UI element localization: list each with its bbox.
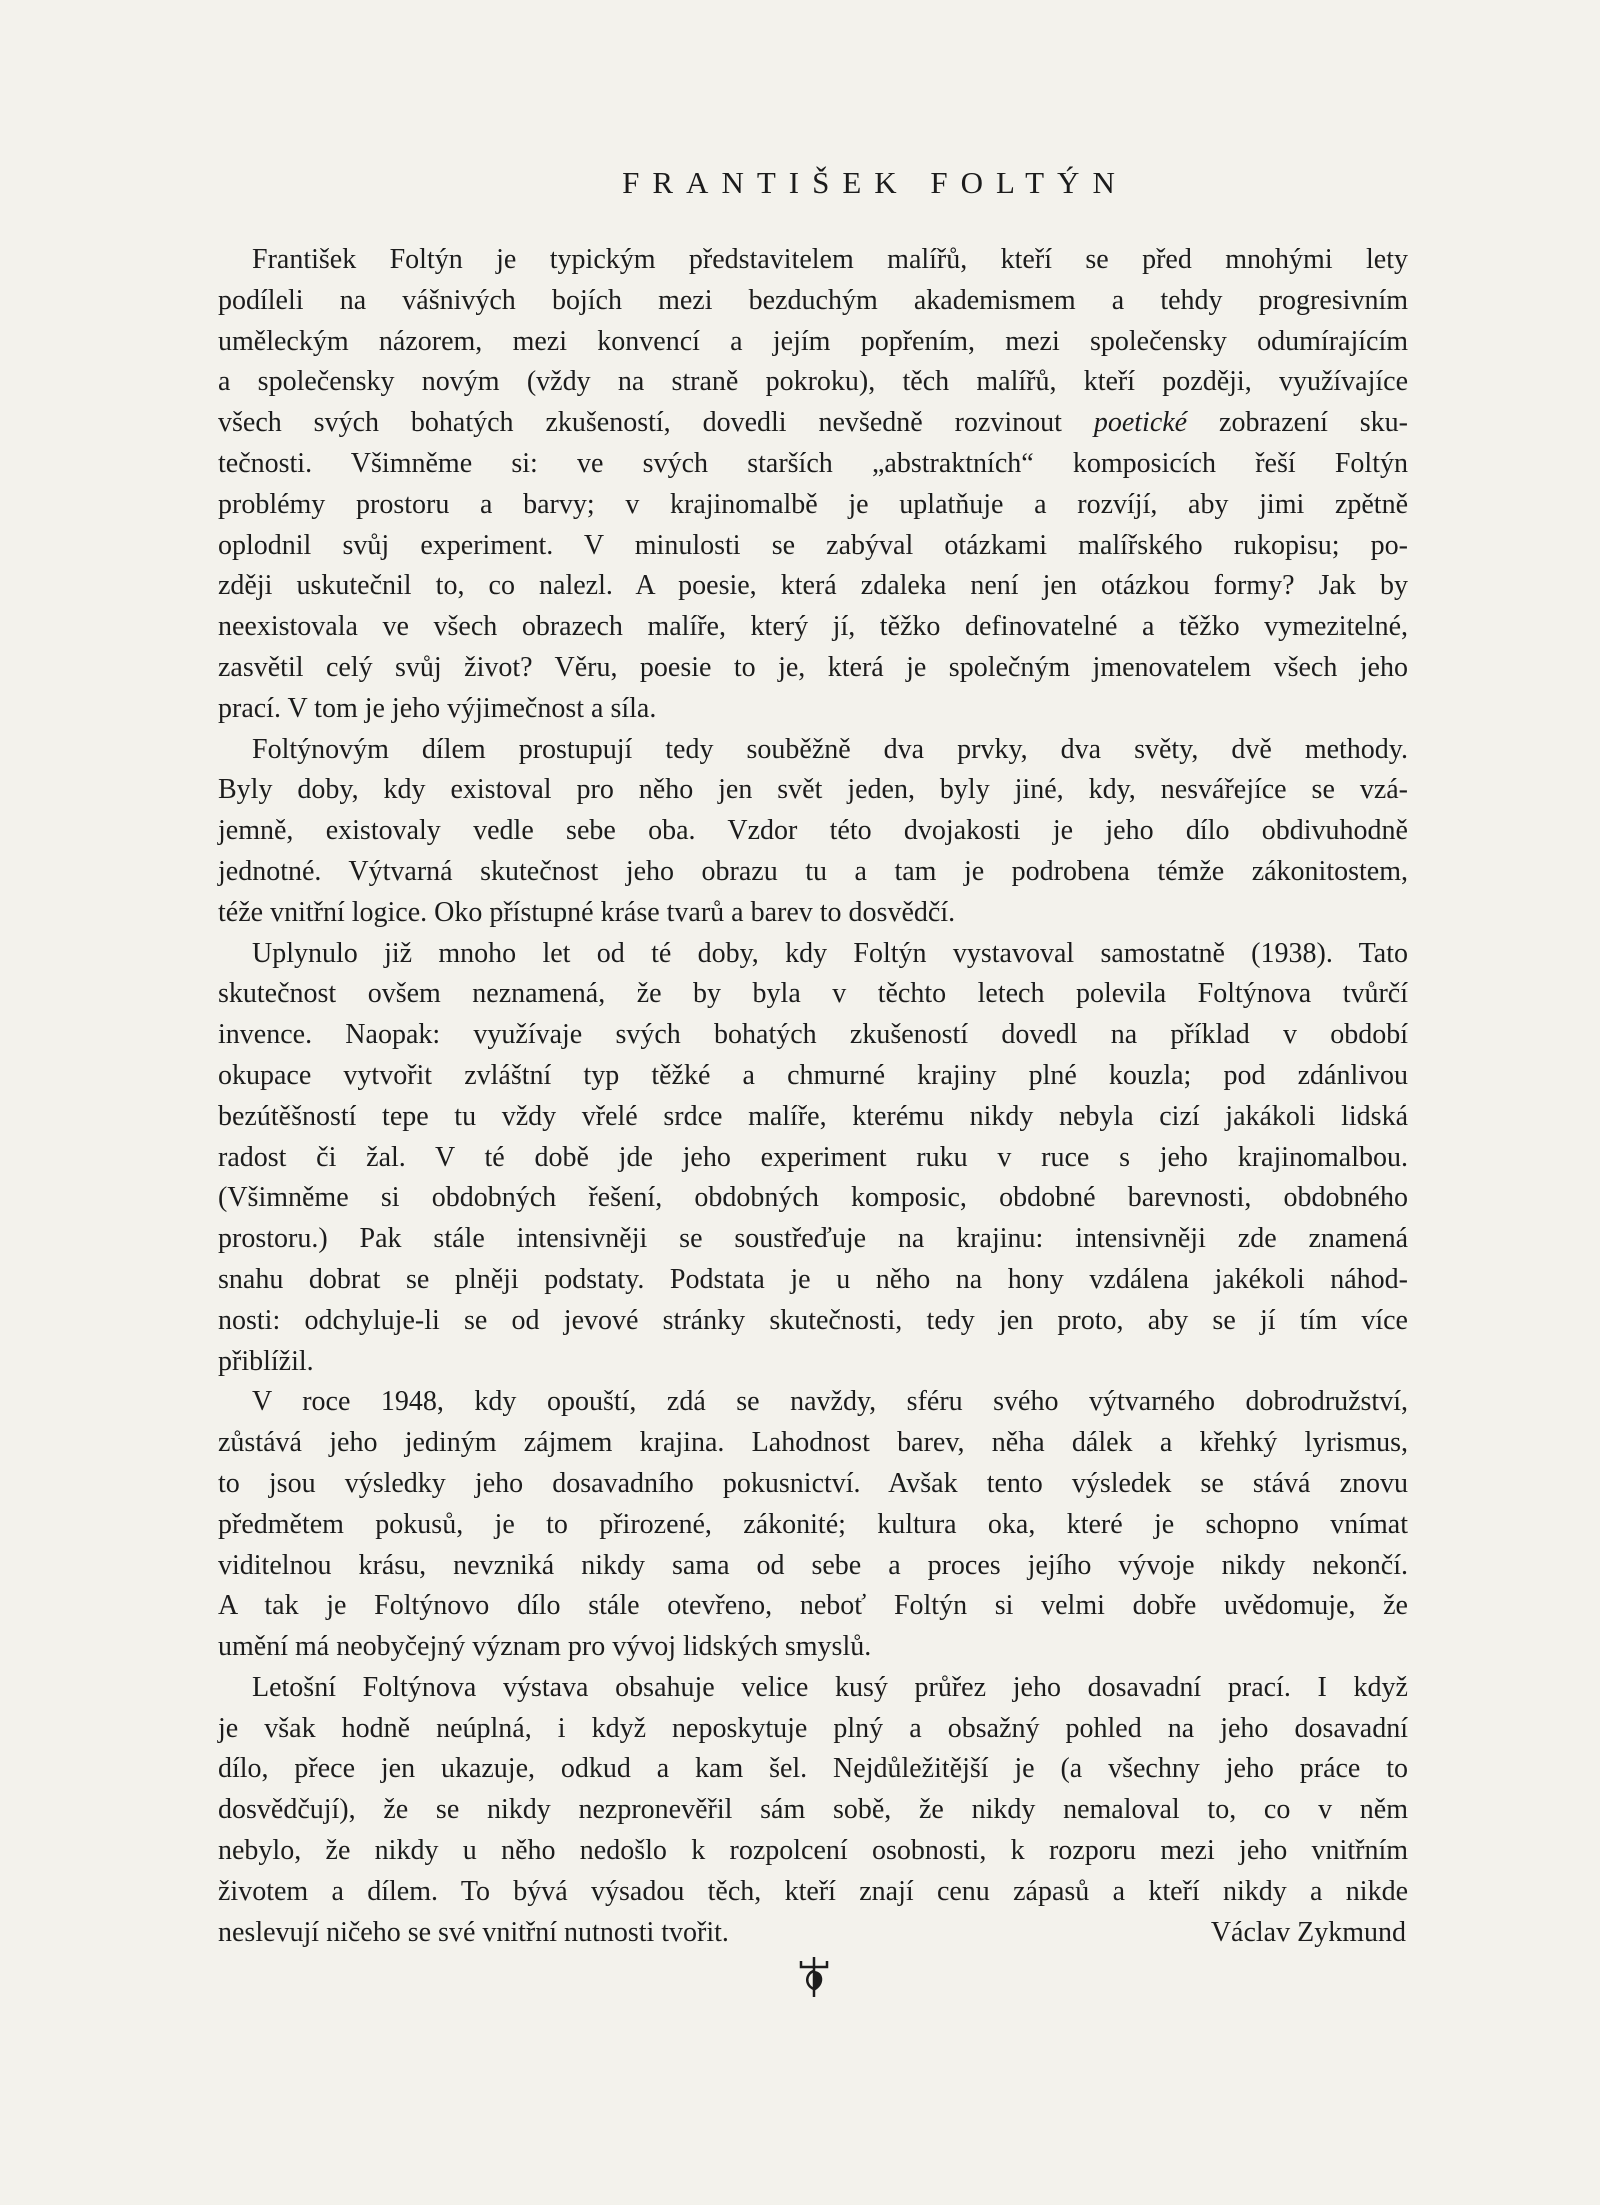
text-line — [218, 403, 1408, 444]
text-line: umění má neobyčejný význam pro vývoj lidských smyslů. — [218, 1631, 872, 1663]
text-line: František Foltýn je typickým představitelem malířů, kteří se před mnohými lety — [252, 244, 1408, 275]
paragraph — [218, 934, 1408, 1383]
text-line: zasvětil celý svůj život? Věru, poesie to je, která je společným jmenovatelem všech jeho — [218, 651, 1408, 683]
text-line: životem a dílem. To bývá výsadou těch, kteří znají cenu zápasů a kteří nikdy a nikde — [218, 1875, 1408, 1907]
text-line: a společensky novým (vždy na straně pokroku), těch malířů, kteří později, využívajíce — [218, 366, 1408, 398]
text-line: Byly doby, kdy existoval pro něho jen svět jeden, byly jiné, kdy, nesvářejíce se vzá- — [218, 774, 1408, 806]
author-signature: Václav Zykmund — [1210, 1916, 1406, 1948]
text-line: oplodnil svůj experiment. V minulosti se zabýval otázkami malířského rukopisu; po- — [218, 529, 1408, 561]
text-line: Foltýnovým dílem prostupují tedy souběžně dva prvky, dva světy, dvě methody. — [252, 733, 1408, 765]
text-line: snahu dobrat se plněji podstaty. Podstata je u něho na hony vzdálena jakékoli náhod- — [218, 1263, 1408, 1295]
text-line — [218, 1913, 1408, 1954]
text-line: podíleli na vášnivých bojích mezi bezduchým akademismem a tehdy progresivním — [218, 284, 1408, 316]
text-line: prostoru.) Pak stále intensivněji se soustřeďuje na krajinu: intensivněji zde znamená — [218, 1223, 1408, 1255]
paragraph — [218, 240, 1408, 730]
paragraph — [218, 1668, 1408, 1954]
text-line: prací. V tom je jeho výjimečnost a síla. — [218, 692, 657, 724]
text-line: nebylo, že nikdy u něho nedošlo k rozpolcení osobnosti, k rozporu mezi jeho vnitřním — [218, 1835, 1408, 1867]
text-line: Letošní Foltýnova výstava obsahuje velice kusý průřez jeho dosavadní prací. I když — [252, 1671, 1408, 1703]
text-segment: všech svých bohatých zkušeností, dovedli nevšedně rozvinout — [218, 407, 1094, 439]
text-line: přiblížil. — [218, 1345, 314, 1377]
text-line: okupace vytvořit zvláštní typ těžké a chmurné krajiny plné kouzla; pod zdánlivou — [218, 1059, 1408, 1091]
text-line: V roce 1948, kdy opouští, zdá se navždy, sféru svého výtvarného dobrodružství, — [252, 1386, 1408, 1418]
article-body — [218, 240, 1408, 1953]
text-segment: neslevují ničeho se své vnitřní nutnosti tvořit. — [218, 1916, 729, 1948]
italic-text: poetické — [1093, 407, 1188, 439]
ornament-icon — [798, 1955, 830, 1999]
text-line: Uplynulo již mnoho let od té doby, kdy Foltýn vystavoval samostatně (1938). Tato — [252, 937, 1408, 969]
text-line: bezútěšností tepe tu vždy vřelé srdce malíře, kterému nikdy nebyla cizí jakákoli lidská — [218, 1100, 1408, 1132]
text-line: uměleckým názorem, mezi konvencí a jejím popřením, mezi společensky odumírajícím — [218, 325, 1408, 357]
text-line: je však hodně neúplná, i když neposkytuje plný a obsažný pohled na jeho dosavadní — [218, 1712, 1408, 1744]
text-line: nosti: odchyluje-li se od jevové stránky skutečnosti, tedy jen proto, aby se jí tím více — [218, 1304, 1408, 1336]
paragraph — [218, 730, 1408, 934]
text-line: viditelnou krásu, nevzniká nikdy sama od sebe a proces jejího vývoje nikdy nekončí. — [218, 1549, 1408, 1581]
text-line: neexistovala ve všech obrazech malíře, který jí, těžko definovatelné a těžko vymezitelné, — [218, 611, 1408, 643]
text-line: předmětem pokusů, je to přirozené, zákonité; kultura oka, které je schopno vnímat — [218, 1508, 1408, 1540]
text-segment: zobrazení sku- — [1187, 407, 1408, 439]
text-line: skutečnost ovšem neznamená, že by byla v těchto letech polevila Foltýnova tvůrčí — [218, 978, 1408, 1010]
text-line: to jsou výsledky jeho dosavadního pokusnictví. Avšak tento výsledek se stává znovu — [218, 1467, 1408, 1499]
text-line: zůstává jeho jediným zájmem krajina. Lahodnost barev, něha dálek a křehký lyrismus, — [218, 1427, 1408, 1459]
text-line: (Všimněme si obdobných řešení, obdobných komposic, obdobné barevnosti, obdobného — [218, 1182, 1408, 1214]
text-line: jednotné. Výtvarná skutečnost jeho obrazu tu a tam je podrobena témže zákonitostem, — [218, 855, 1408, 887]
text-line: problémy prostoru a barvy; v krajinomalbě je uplatňuje a rozvíjí, aby jimi zpětně — [218, 488, 1408, 520]
text-line: dosvědčují), že se nikdy nezpronevěřil sám sobě, že nikdy nemaloval to, co v něm — [218, 1794, 1408, 1826]
text-line: dílo, přece jen ukazuje, odkud a kam šel. Nejdůležitější je (a všechny jeho práce to — [218, 1753, 1408, 1785]
text-line: tečnosti. Všimněme si: ve svých starších „abstraktních“ komposicích řeší Foltýn — [218, 447, 1408, 479]
text-line: radost či žal. V té době jde jeho experiment ruku v ruce s jeho krajinomalbou. — [218, 1141, 1408, 1173]
text-line: zději uskutečnil to, co nalezl. A poesie, která zdaleka není jen otázkou formy? Jak by — [218, 570, 1408, 602]
text-line: invence. Naopak: využívaje svých bohatých zkušeností dovedl na příklad v období — [218, 1019, 1408, 1051]
text-line: A tak je Foltýnovo dílo stále otevřeno, neboť Foltýn si velmi dobře uvědomuje, že — [218, 1590, 1408, 1622]
text-line: jemně, existovaly vedle sebe oba. Vzdor této dvojakosti je jeho dílo obdivuhodně — [218, 815, 1408, 847]
page-title: FRANTIŠEK FOLTÝN — [622, 165, 1128, 200]
paragraph — [218, 1382, 1408, 1668]
text-line: téže vnitřní logice. Oko přístupné kráse tvarů a barev to dosvědčí. — [218, 896, 956, 928]
